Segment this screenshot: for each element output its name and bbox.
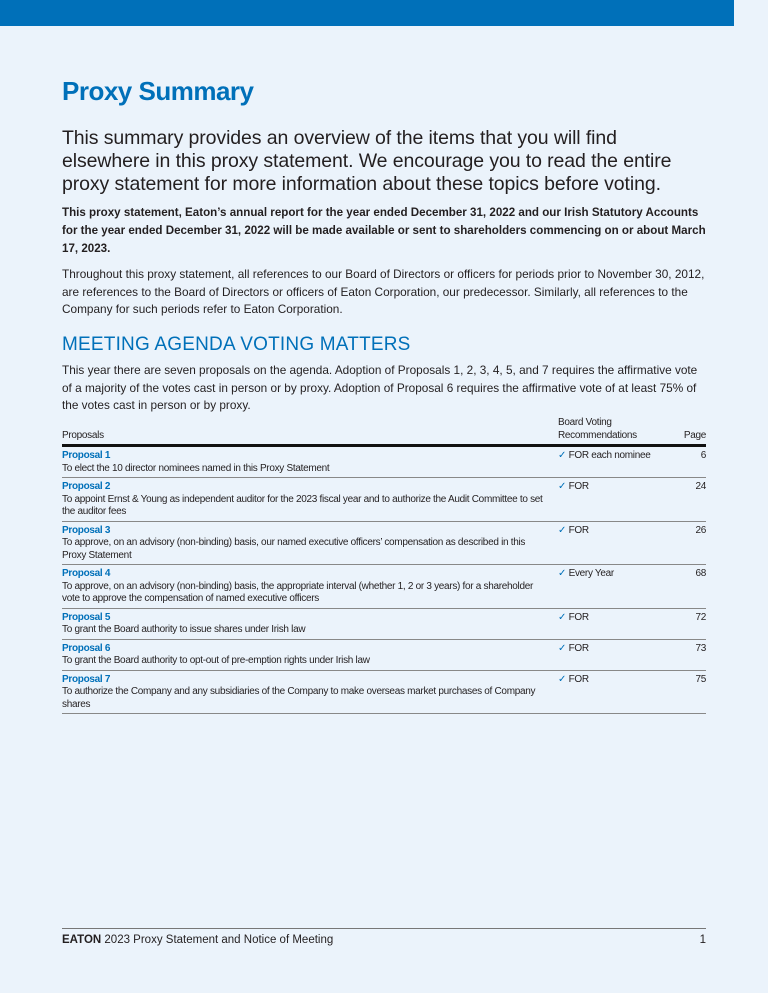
top-banner [0,0,734,26]
recommendation: FOR [568,611,589,623]
page-cell: 24 [678,478,706,522]
proposal-cell [62,608,558,639]
checkmark-icon: ✓ [558,481,567,492]
proposal-cell [62,521,558,565]
availability-notice: This proxy statement, Eaton’s annual report for the year ended December 31, 2022 and our Irish Statutory Accounts for the year ended December 31, 2022 will be made available or sent to shareholders commencing on or about March 17, 2023. [62,206,706,255]
agenda-paragraph: This year there are seven proposals on the agenda. Adoption of Proposals 1, 2, 3, 4, 5, and 7 requires the affirmative vote of a majority of the votes cast in person or by proxy. Adoption of Proposal 6 requires the affirmative vote of at least 75% of the votes cast in person or by proxy. [62,363,698,412]
page-cell: 72 [678,608,706,639]
page-footer [62,928,706,946]
recommendation-cell [558,521,678,565]
proposal-title: Proposal 2 [62,481,111,492]
recommendation-cell [558,639,678,670]
recommendation: FOR [568,524,589,536]
header-proposals: Proposals [62,416,558,446]
proposal-description: To approve, on an advisory (non-binding) basis, the appropriate interval (whether 1, 2 or 3 years) for a shareholder vote to approve the compensation of named executive officers [62,580,534,604]
checkmark-icon: ✓ [558,524,567,536]
proposal-cell [62,446,558,478]
page-cell: 68 [678,565,706,609]
proposal-cell [62,639,558,670]
page-cell: 75 [678,670,706,714]
footer-title: EATON 2023 Proxy Statement and Notice of Meeting [62,934,334,946]
proposal-title: Proposal 3 [62,524,111,536]
checkmark-icon: ✓ [558,642,567,654]
proposal-description: To authorize the Company and any subsidiaries of the Company to make overseas market purchases of Company shares [62,686,536,710]
proposal-description: To approve, on an advisory (non-binding) basis, our named executive officers’ compensation as described in this Proxy Statement [62,537,526,561]
recommendation-cell [558,670,678,714]
recommendation: Every Year [568,568,614,579]
table-row [62,521,706,565]
page-cell: 26 [678,521,706,565]
page-title: Proxy Summary [62,76,254,106]
table-row [62,639,706,670]
checkmark-icon: ✓ [558,568,567,579]
recommendation: FOR each nominee [568,450,651,461]
proposal-title: Proposal 4 [62,568,111,579]
proposals-table [62,416,706,714]
page-number: 1 [699,934,706,946]
page-cell: 6 [678,446,706,478]
proposal-description: To appoint Ernst & Young as independent auditor for the 2023 fiscal year and to authorize the Audit Committee to set the auditor fees [62,493,543,517]
recommendation-cell [558,608,678,639]
table-row [62,670,706,714]
intro-text: This summary provides an overview of the items that you will find elsewhere in this proxy statement. We encourage you to read the entire proxy statement for more information about these topics before voting. [62,127,672,195]
checkmark-icon: ✓ [558,611,567,623]
checkmark-icon: ✓ [558,673,567,685]
header-page: Page [678,416,706,446]
section-heading: MEETING AGENDA VOTING MATTERS [62,334,411,355]
recommendation-cell [558,565,678,609]
checkmark-icon: ✓ [558,450,567,461]
references-paragraph: Throughout this proxy statement, all references to our Board of Directors or officers for periods prior to November 30, 2012, are references to the Board of Directors or officers of Eaton Corporation, our predecessor. Similarly, all references to the Company for such periods refer to Eaton Corporation. [62,267,705,316]
proposal-title: Proposal 7 [62,673,111,685]
proposal-title: Proposal 5 [62,611,111,623]
proposal-description: To elect the 10 director nominees named in this Proxy Statement [62,462,330,474]
table-row [62,478,706,522]
proposal-cell [62,670,558,714]
proposal-description: To grant the Board authority to opt-out of pre-emption rights under Irish law [62,655,370,666]
proposal-description: To grant the Board authority to issue shares under Irish law [62,624,306,635]
proposal-cell [62,478,558,522]
page-cell: 73 [678,639,706,670]
proposal-title: Proposal 1 [62,450,111,461]
table-row [62,608,706,639]
proposal-cell [62,565,558,609]
recommendation: FOR [568,642,589,654]
table-row [62,565,706,609]
proposal-title: Proposal 6 [62,642,111,654]
header-recommendations: Board Voting Recommendations [558,416,678,446]
recommendation-cell [558,446,678,478]
table-row [62,446,706,478]
recommendation: FOR [568,673,589,685]
recommendation: FOR [568,481,589,492]
recommendation-cell [558,478,678,522]
